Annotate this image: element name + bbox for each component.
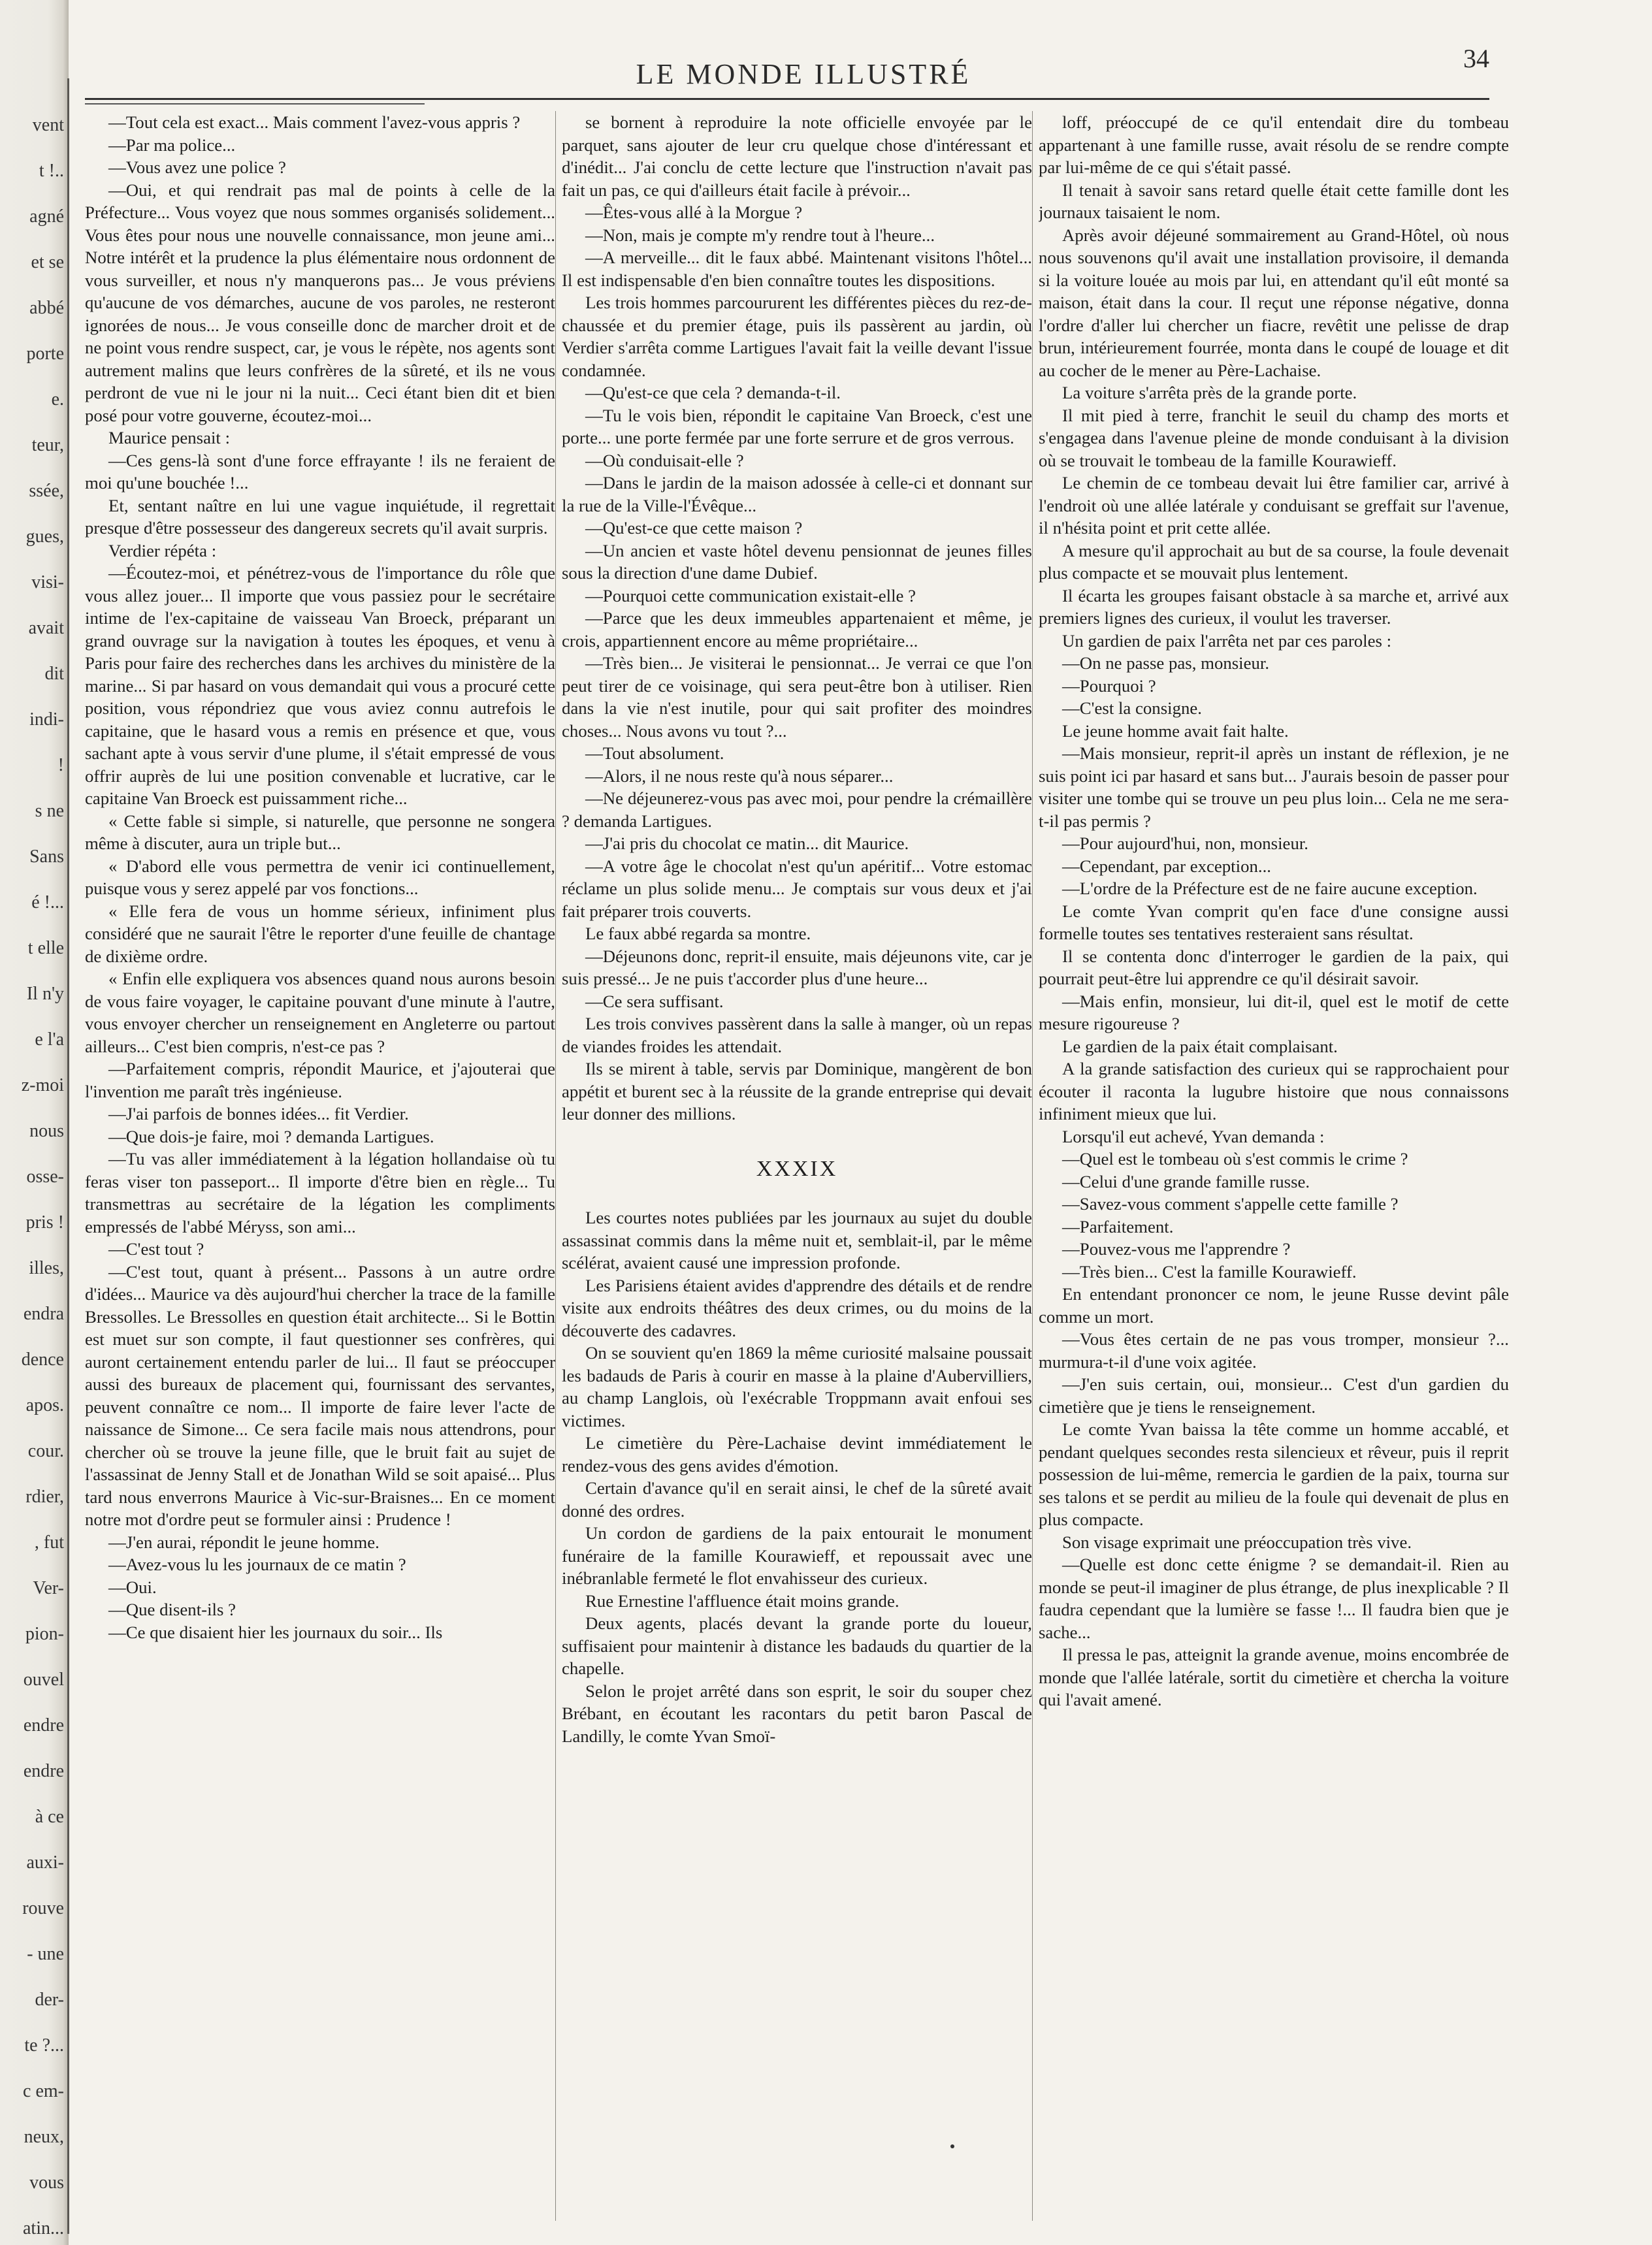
paragraph: Le faux abbé regarda sa montre. xyxy=(585,924,811,943)
paragraph: Le comte Yvan comprit qu'en face d'une consigne aussi formelle toutes ses tentatives resteraient sans résultat. xyxy=(1039,901,1509,943)
gutter-fragment: dence xyxy=(21,1349,64,1370)
paragraph: —A merveille... dit le faux abbé. Maintenant visitons l'hôtel... Il est indispensable d'en bien connaître toutes les dispositions. xyxy=(562,248,1032,290)
paragraph: —Tout absolument. xyxy=(585,743,724,763)
page-title: LE MONDE ILLUSTRÉ xyxy=(636,58,971,90)
paragraph: Les Parisiens étaient avides d'apprendre des détails et de rendre visite aux endroits théâtres des deux crimes, ou du moins de la découverte des cadavres. xyxy=(562,1275,1032,1340)
paragraph: —Déjeunons donc, reprit-il ensuite, mais déjeunons vite, car je suis pressé... Je ne puis t'accorder plus d'une heure... xyxy=(562,946,1032,988)
gutter-fragment: endre xyxy=(23,1761,64,1781)
paragraph: Maurice pensait : xyxy=(108,428,231,447)
paragraph: Il écarta les groupes faisant obstacle à sa marche et, arrivé aux premiers lignes des curieux, il voulut les traverser. xyxy=(1039,585,1509,628)
gutter-fragment: é !... xyxy=(31,892,64,913)
paragraph: Il mit pied à terre, franchit le seuil du champ des morts et s'engagea dans l'avenue pleine de monde conduisant à la division où se trouvait le tombeau de la famille Kourawieff. xyxy=(1039,405,1509,470)
paragraph: Son visage exprimait une préoccupation très vive. xyxy=(1062,1532,1412,1552)
paragraph: Il se contenta donc d'interroger le gardien de la paix, qui pourrait peut-être lui apprendre ce qu'il désirait savoir. xyxy=(1039,946,1509,988)
gutter-fragment: endre xyxy=(23,1715,64,1736)
header-rule-short xyxy=(85,103,425,105)
gutter-fragment: osse- xyxy=(26,1167,64,1187)
gutter-fragment: porte xyxy=(26,344,64,364)
paragraph: —J'ai parfois de bonnes idées... fit Verdier. xyxy=(108,1104,409,1123)
paragraph: —Oui, et qui rendrait pas mal de points à celle de la Préfecture... Vous voyez que nous sommes organisés solidement... Vous êtes pour nous une nouvelle connaissance, mon jeune ami... Notre intérêt et la prudence la plus élémentaire nous ordonnent de vous surveiller, et nous n'y manquerons pas... Je vous préviens qu'aucune de vos démarches, aucune de vos paroles, ne resteront ignorées de nous... Je vous conseille donc de marcher droit et de ne point vous rendre suspect, car, je vous le répète, nos agents sont autrement malins que leurs confrères de la sûreté, et ils ne vous perdront de vue ni le jour ni la nuit... Ceci étant bien dit et bien posé pour votre gouverne, écoutez-moi... xyxy=(85,180,555,425)
gutter-fragment: t elle xyxy=(27,938,64,958)
paragraph: —Mais enfin, monsieur, lui dit-il, quel est le motif de cette mesure rigoureuse ? xyxy=(1039,991,1509,1033)
paragraph: —Parfaitement. xyxy=(1062,1216,1174,1236)
paragraph: —Parfaitement compris, répondit Maurice, et j'ajouterai que l'invention me paraît très ingénieuse. xyxy=(85,1059,555,1101)
paragraph: —Quel est le tombeau où s'est commis le crime ? xyxy=(1062,1149,1408,1169)
paragraph: Certain d'avance qu'il en serait ainsi, le chef de la sûreté avait donné des ordres. xyxy=(562,1478,1032,1521)
gutter-fragment: teur, xyxy=(31,435,64,455)
gutter-fragment: atin... xyxy=(23,2218,64,2238)
gutter-fragment: visi- xyxy=(31,572,64,592)
paragraph: —Qu'est-ce que cette maison ? xyxy=(585,518,803,538)
gutter-fragment: indi- xyxy=(29,709,64,730)
paragraph: Et, sentant naître en lui une vague inquiétude, il regrettait presque d'être possesseur des dangereux secrets qu'il avait surpris. xyxy=(85,495,555,538)
paragraph: —Cependant, par exception... xyxy=(1062,856,1271,876)
gutter-fragment: avait xyxy=(28,618,64,638)
gutter-fragment: et se xyxy=(31,252,64,272)
gutter-fragment: à ce xyxy=(35,1807,64,1827)
paragraph: —Alors, il ne nous reste qu'à nous séparer... xyxy=(585,766,894,786)
gutter-fragment: e. xyxy=(51,389,64,410)
paragraph: Le jeune homme avait fait halte. xyxy=(1062,720,1289,741)
paragraph: « Cette fable si simple, si naturelle, que personne ne songera même à discuter, aura un triple but... xyxy=(85,811,555,853)
paragraph: Le comte Yvan baissa la tête comme un homme accablé, et pendant quelques secondes resta silencieux et rêveur, puis il reprit possession de lui-même, remercia le gardien de la paix, tourna sur ses talons et se perdit au milieu de la foule qui devenait de plus en plus compacte. xyxy=(1039,1419,1509,1529)
gutter-fragment: ssée, xyxy=(29,481,64,501)
column-divider xyxy=(555,111,556,2221)
paragraph: —C'est tout ? xyxy=(108,1239,204,1259)
paragraph: —Tu le vois bien, répondit le capitaine Van Broeck, c'est une porte... une porte fermée par une forte serrure et de gros verrous. xyxy=(562,405,1032,447)
paragraph: En entendant prononcer ce nom, le jeune Russe devint pâle comme un mort. xyxy=(1039,1284,1509,1327)
paragraph: —C'est la consigne. xyxy=(1062,698,1202,718)
page-number: 34 xyxy=(1463,44,1489,73)
paragraph: Il tenait à savoir sans retard quelle était cette famille dont les journaux taisaient le nom. xyxy=(1039,180,1509,222)
paragraph: —Pouvez-vous me l'apprendre ? xyxy=(1062,1239,1291,1259)
column-2 xyxy=(562,111,1032,2221)
paragraph: —Ce sera suffisant. xyxy=(585,991,724,1011)
gutter-fragment: - une xyxy=(27,1944,64,1964)
column-1 xyxy=(85,111,555,2221)
paragraph: Le cimetière du Père-Lachaise devint immédiatement le rendez-vous des gens avides d'émotion. xyxy=(562,1433,1032,1476)
gutter-fragment: te ?... xyxy=(24,2035,64,2056)
paragraph: « D'abord elle vous permettra de venir ici continuellement, puisque vous y serez appelé par vos fonctions... xyxy=(85,856,555,898)
paragraph: —Avez-vous lu les journaux de ce matin ? xyxy=(108,1555,406,1574)
gutter-fragment: nous xyxy=(29,1121,64,1141)
paragraph: Les courtes notes publiées par les journaux au sujet du double assassinat commis dans la même nuit et, semblait-il, par le même scélérat, avaient causé une impression profonde. xyxy=(562,1208,1032,1272)
paragraph: —Écoutez-moi, et pénétrez-vous de l'importance du rôle que vous allez jouer... Il importe que vous passiez pour le secrétaire intime de l'ex-capitaine de vaisseau Van Broeck, préparant un grand ouvrage sur la navigation à toutes les époques, et venu à Paris pour faire des recherches dans les archives du ministère de la marine... Si par hasard on vous demandait qui vous a procuré cette position, vous répondriez que vous aviez connu autrefois le capitaine, que le hasard vous a remis en présence et que, vous sachant apte à vous servir d'une plume, il s'était empressé de vous offrir auprès de lui une position convenable et lucrative, car le capitaine Van Broeck est puissamment riche... xyxy=(85,563,555,808)
paragraph: —Qu'est-ce que cela ? demanda-t-il. xyxy=(585,383,841,402)
paragraph: A la grande satisfaction des curieux qui se rapprochaient pour écouter il raconta la lugubre histoire que nous connaissons infiniment mieux que lui. xyxy=(1039,1059,1509,1123)
paragraph: « Enfin elle expliquera vos absences quand nous aurons besoin de vous faire voyager, le capitaine pouvant d'une minute à l'autre, vous envoyer chercher un renseignement en Angleterre ou partout ailleurs... C'est bien compris, n'est-ce pas ? xyxy=(85,969,555,1056)
column-3 xyxy=(1039,111,1509,2221)
paragraph: Après avoir déjeuné sommairement au Grand-Hôtel, où nous nous souvenons qu'il avait une installation provisoire, il demanda si la voiture louée au mois par lui, en attendant qu'il eût monté sa maison, était dans la cour. Il reçut une réponse négative, donna l'ordre d'aller lui chercher un fiacre, revêtit une pelisse de drap brun, intérieurement fourrée, monta dans le coupé de louage et dit au cocher de le mener au Père-Lachaise. xyxy=(1039,225,1509,380)
gutter-fragment: vous xyxy=(29,2172,64,2193)
gutter-fragment: Sans xyxy=(29,847,64,867)
paragraph: —Celui d'une grande famille russe. xyxy=(1062,1171,1310,1191)
paragraph: —Pour aujourd'hui, non, monsieur. xyxy=(1062,833,1308,853)
gutter-fragment: apos. xyxy=(25,1395,64,1415)
paragraph: « Elle fera de vous un homme sérieux, infiniment plus considéré que ne saurait l'être le reporter d'une feuille de chantage de dixième ordre. xyxy=(85,901,555,966)
gutter-fragment: s ne xyxy=(35,801,64,821)
paragraph: Un cordon de gardiens de la paix entourait le monument funéraire de la famille Kourawieff, et repoussait avec une inébranlable fermeté le flot envahisseur des curieux. xyxy=(562,1523,1032,1588)
gutter-fragment: ouvel xyxy=(23,1670,64,1690)
gutter-fragment: Il n'y xyxy=(26,984,64,1004)
paragraph: —Très bien... Je visiterai le pensionnat... Je verrai ce que l'on peut tirer de ce voisinage, qui sera peut-être bon à utiliser. Rien dans la vie n'est inutile, pour qui sait profiter des moindres choses... Nous avons vu tout ?... xyxy=(562,653,1032,741)
paragraph: —Un ancien et vaste hôtel devenu pensionnat de jeunes filles sous la direction d'une dame Dubief. xyxy=(562,540,1032,583)
paragraph: —J'en suis certain, oui, monsieur... C'est d'un gardien du cimetière que je tiens le renseignement. xyxy=(1039,1374,1509,1417)
paragraph: —Où conduisait-elle ? xyxy=(585,450,744,470)
gutter-fragment: z-moi xyxy=(21,1075,64,1095)
paragraph: On se souvient qu'en 1869 la même curiosité malsaine poussait les badauds de Paris à courir en masse à la plaine d'Aubervilliers, au champ Langlois, où l'exécrable Troppmann avait enfoui ses victimes. xyxy=(562,1343,1032,1430)
paragraph: —Que dois-je faire, moi ? demanda Lartigues. xyxy=(108,1126,434,1146)
gutter-fragment: vent xyxy=(32,115,64,135)
paragraph: Un gardien de paix l'arrêta net par ces paroles : xyxy=(1062,630,1392,651)
paragraph: —Tout cela est exact... Mais comment l'avez-vous appris ? xyxy=(108,112,521,132)
paragraph: —Ne déjeunerez-vous pas avec moi, pour pendre la crémaillère ? demanda Lartigues. xyxy=(562,788,1032,831)
gutter-fragment: rouve xyxy=(22,1898,64,1918)
paragraph: —Très bien... C'est la famille Kourawieff. xyxy=(1062,1261,1357,1282)
gutter-fragment: gues, xyxy=(25,526,64,547)
paragraph: —Tu vas aller immédiatement à la légation hollandaise où tu feras viser ton passeport... Il importe d'être bien en règle... Tu transmettras au secrétaire de la légation les compliments empressés de l'abbé Méryss, son ami... xyxy=(85,1149,555,1236)
paragraph: Selon le projet arrêté dans son esprit, le soir du souper chez Brébant, en écoutant les racontars du petit baron Pascal de Landilly, le comte Yvan Smoï- xyxy=(562,1681,1032,1746)
paragraph: —Savez-vous comment s'appelle cette famille ? xyxy=(1062,1194,1399,1214)
paragraph: Rue Ernestine l'affluence était moins grande. xyxy=(585,1591,899,1611)
gutter-fragment: e l'a xyxy=(35,1029,64,1050)
paragraph: Les trois convives passèrent dans la salle à manger, où un repas de viandes froides les attendait. xyxy=(562,1014,1032,1056)
header-rule xyxy=(85,98,1489,100)
paragraph: —Mais monsieur, reprit-il après un instant de réflexion, je ne suis point ici par hasard et sans but... J'aurais besoin de passer pour visiter une tombe qui se trouve un peu plus loin... Cela ne me sera-t-il pas permis ? xyxy=(1039,743,1509,831)
paragraph: —A votre âge le chocolat n'est qu'un apéritif... Votre estomac réclame un plus solide menu... Je comptais sur vous deux et j'ai fait préparer trois couverts. xyxy=(562,856,1032,921)
gutter-fragment: auxi- xyxy=(26,1852,64,1873)
gutter-fragment: der- xyxy=(35,1990,64,2010)
binding-edge xyxy=(67,78,69,2234)
paragraph: Les trois hommes parcoururent les différentes pièces du rez-de-chaussée et du premier étage, puis ils passèrent au jardin, où Verdier s'arrêta comme Lartigues l'avait fait la veille devant l'issue condamnée. xyxy=(562,293,1032,380)
paragraph: loff, préoccupé de ce qu'il entendait dire du tombeau appartenant à une famille russe, avait résolu de se rendre compte par lui-même de ce qui s'était passé. xyxy=(1039,112,1509,177)
paragraph: —Pourquoi cette communication existait-elle ? xyxy=(585,585,916,606)
gutter-fragment: , fut xyxy=(34,1532,64,1553)
paragraph: —Non, mais je compte m'y rendre tout à l'heure... xyxy=(585,225,935,245)
paragraph: —Pourquoi ? xyxy=(1062,675,1156,696)
paragraph: —Par ma police... xyxy=(108,135,236,155)
gutter-fragment: illes, xyxy=(29,1258,64,1278)
paragraph: —Que disent-ils ? xyxy=(108,1600,236,1619)
paragraph: La voiture s'arrêta près de la grande porte. xyxy=(1062,383,1357,402)
paragraph: Lorsqu'il eut achevé, Yvan demanda : xyxy=(1062,1126,1325,1146)
paragraph: —On ne passe pas, monsieur. xyxy=(1062,653,1270,673)
gutter-fragment: rdier, xyxy=(25,1487,64,1507)
chapter-heading: XXXIX xyxy=(756,1156,838,1181)
paragraph: —L'ordre de la Préfecture est de ne faire aucune exception. xyxy=(1062,879,1478,898)
gutter-fragment: t !.. xyxy=(39,161,64,181)
paragraph: Le chemin de ce tombeau devait lui être familier car, arrivé à l'endroit où une allée latérale y conduisant se greffait sur l'avenue, il n'hésita point et prit cette allée. xyxy=(1039,473,1509,538)
paragraph: —C'est tout, quant à présent... Passons à un autre ordre d'idées... Maurice va dès aujourd'hui chercher la trace de la famille Bressolles. Le Bressolles en question était architecte... Si le Bottin est muet sur son compte, il faut questionner ses confrères, qui auront certainement entendu parler de lui... Il faut se préoccuper aussi des bureaux de placement qui, fournissant des servantes, peuvent connaître ce nom... Il importe de faire lever l'acte de naissance de Simone... Ce sera facile mais nous attendrons, pour chercher où se trouve la jeune fille, que le bruit fait au sujet de l'assassinat de Jenny Stall et de Jonathan Wild se soit apaisé... Plus tard nous enverrons Maurice à Vic-sur-Braisnes... En ce moment notre mot d'ordre peut se formuler ainsi : Prudence ! xyxy=(85,1261,555,1529)
paragraph: —Oui. xyxy=(108,1577,157,1597)
paragraph: se bornent à reproduire la note officielle envoyée par le parquet, sans ajouter de leur cru quelque chose d'intéressant et d'inédit... J'ai conclu de cette lecture que l'instruction n'avait pas fait un pas, ce qui d'ailleurs était facile à prévoir... xyxy=(562,112,1032,200)
paragraph: —Parce que les deux immeubles appartenaient et même, je crois, appartiennent encore au même propriétaire... xyxy=(562,608,1032,651)
gutter-fragment: neux, xyxy=(24,2127,64,2147)
paragraph: Ils se mirent à table, servis par Dominique, mangèrent de bon appétit et burent sec à la réussite de la grande entreprise qui devait leur donner des millions. xyxy=(562,1059,1032,1123)
paragraph: —J'ai pris du chocolat ce matin... dit Maurice. xyxy=(585,833,909,853)
column-divider xyxy=(1032,111,1033,2221)
gutter-fragment: dit xyxy=(44,664,64,684)
paragraph: Deux agents, placés devant la grande porte du loueur, suffisaient pour maintenir à distance les badauds du quartier de la chapelle. xyxy=(562,1613,1032,1678)
paragraph: —J'en aurai, répondit le jeune homme. xyxy=(108,1532,380,1552)
paragraph: A mesure qu'il approchait au but de sa course, la foule devenait plus compacte et se mouvait plus lentement. xyxy=(1039,540,1509,583)
gutter-fragment: endra xyxy=(23,1304,64,1324)
ink-dot xyxy=(950,2144,954,2148)
paragraph: —Dans le jardin de la maison adossée à celle-ci et donnant sur la rue de la Ville-l'Évêque... xyxy=(562,473,1032,515)
gutter-fragment: cour. xyxy=(27,1441,64,1461)
paragraph: —Vous êtes certain de ne pas vous tromper, monsieur ?... murmura-t-il d'une voix agitée. xyxy=(1039,1329,1509,1372)
paragraph: Il pressa le pas, atteignit la grande avenue, moins encombrée de monde que l'allée latérale, sortit du cimetière et chercha la voiture qui l'avait amené. xyxy=(1039,1645,1509,1709)
paragraph: —Ce que disaient hier les journaux du soir... Ils xyxy=(108,1622,443,1642)
gutter-fragment: ! xyxy=(57,755,64,775)
paragraph: —Vous avez une police ? xyxy=(108,157,286,177)
paragraph: Le gardien de la paix était complaisant. xyxy=(1062,1036,1338,1056)
paragraph: —Ces gens-là sont d'une force effrayante ! ils ne feraient de moi qu'une bouchée !... xyxy=(85,450,555,493)
gutter-fragment: abbé xyxy=(29,298,64,318)
paragraph: —Êtes-vous allé à la Morgue ? xyxy=(585,202,803,222)
gutter-fragment: Ver- xyxy=(33,1578,64,1598)
gutter-fragment: agné xyxy=(29,206,64,227)
gutter-fragment: pris ! xyxy=(25,1212,64,1233)
paragraph: Verdier répéta : xyxy=(108,540,217,560)
gutter-fragment: pion- xyxy=(25,1624,64,1644)
paragraph: —Quelle est donc cette énigme ? se demandait-il. Rien au monde se peut-il imaginer de plus étrange, de plus inexplicable ? Il faudra cependant que la lumière se fasse !... Il faudra bien que je sache... xyxy=(1039,1555,1509,1642)
gutter-fragment: c em- xyxy=(23,2081,64,2101)
